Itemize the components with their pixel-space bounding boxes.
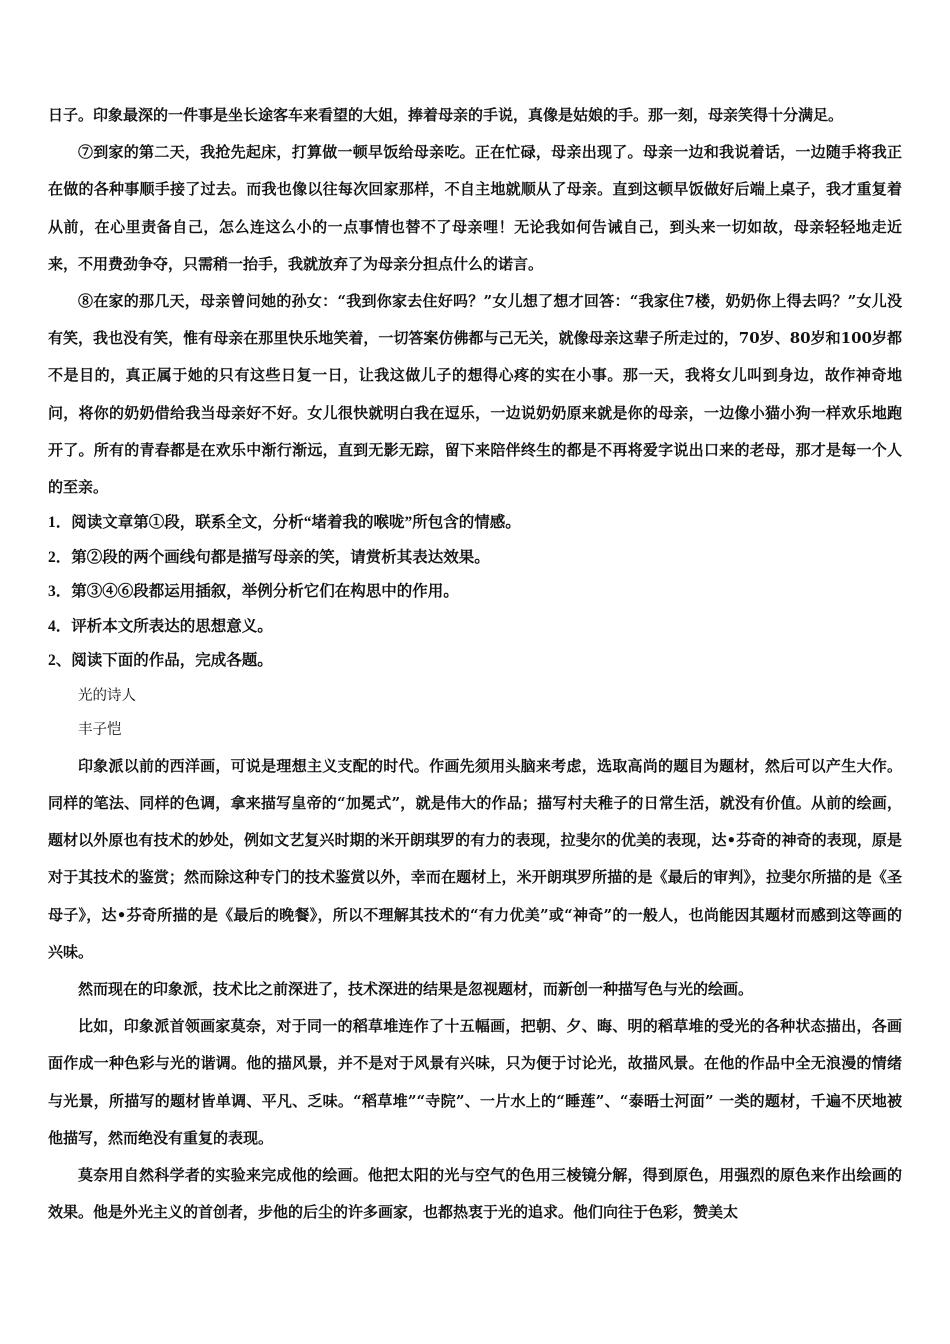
section-2-heading: 2、阅读下面的作品，完成各题。 (48, 652, 273, 670)
question-list (48, 506, 902, 644)
passage2-author: 丰子恺 (78, 722, 122, 739)
passage2-paragraph-4: 莫奈用自然科学者的实验来完成他的绘画。他把太阳的光与空气的色用三棱镜分解，得到原色，用强烈的原色来作出绘画的效果。他是外光主义的首创者，步他的后尘的许多画家，也都热衷于光的追求。他们向往于色彩，赞美太 (48, 1165, 902, 1222)
passage1-paragraph-8: ⑧在家的那几天，母亲曾问她的孙女：“我到你家去住好吗？”女儿想了想才回答：“我家住7楼，奶奶你上得去吗？”女儿没有笑，我也没有笑，惟有母亲在那里快乐地笑着，一切答案仿佛都与己无关，就像母亲这辈子所走过的，70岁、80岁和100岁都不是目的，真正属于她的只有这些日复一日，让我这做儿子的想得心疼的实在小事。那一天，我将女儿叫到身边，故作神奇地问，将你的奶奶借给我当母亲好不好。女儿很快就明白我在逗乐，一边说奶奶原来就是你的母亲，一边像小猫小狗一样欢乐地跑开了。所有的青春都是在欢乐中渐行渐远，直到无影无踪，留下来陪伴终生的都是不再将爱字说出口来的老母，那才是每一个人的至亲。 (48, 292, 902, 497)
passage2-paragraph-3: 比如，印象派首领画家莫奈，对于同一的稻草堆连作了十五幅画，把朝、夕、晦、明的稻草堆的受光的各种状态描出，各画面作成一种色彩与光的谐调。他的描风景，并不是对于风景有兴味，只为便于讨论光，故描风景。在他的作品中全无浪漫的情绪与光景，所描写的题材皆单调、平凡、乏味。“稻草堆”“寺院”、一片水上的“睡莲”、“泰晤士河面” 一类的题材，千遍不厌地被他描写，然而绝没有重复的表现。 (48, 1017, 902, 1147)
passage2-paragraph-2: 然而现在的印象派，技术比之前深进了，技术深进的结果是忽视题材，而新创一种描写色与光的绘画。 (78, 979, 754, 998)
question-3: 3．第③④⑥段都运用插叙，举例分析它们在构思中的作用。 (48, 583, 459, 601)
passage1-paragraph-7: ⑦到家的第二天，我抢先起床，打算做一顿早饭给母亲吃。正在忙碌，母亲出现了。母亲一边和我说着话，一边随手将我正在做的各种事顺手接了过去。而我也像以往每次回家那样，不自主地就顺从了母亲。直到这顿早饭做好后端上桌子，我才重复着从前，在心里责备自己，怎么连这么小的一点事情也替不了母亲哩！无论我如何告诫自己，到头来一切如故，母亲轻轻地走近来，不用费劲争夺，只需稍一抬手，我就放弃了为母亲分担点什么的诺言。 (48, 143, 902, 273)
question-1: 1．阅读文章第①段，联系全文，分析“堵着我的喉咙”所包含的情感。 (48, 514, 521, 532)
passage1-paragraph-6-tail: 日子。印象最深的一件事是坐长途客车来看望的大姐，捧着母亲的手说，真像是姑娘的手。那一刻，母亲笑得十分满足。 (48, 106, 844, 124)
passage2-paragraph-1: 印象派以前的西洋画，可说是理想主义支配的时代。作画先须用头脑来考虑，选取高尚的题目为题材，然后可以产生大作。同样的笔法、同样的色调，拿来描写皇帝的“加冕式”，就是伟大的作品；描写村夫稚子的日常生活，就没有价值。从前的绘画，题材以外原也有技术的妙处，例如文艺复兴时期的米开朗琪罗的有力的表现，拉斐尔的优美的表现，达•芬奇的神奇的表现，原是对于其技术的鉴赏；然而除这种专门的技术鉴赏以外，幸而在题材上，米开朗琪罗所描的是《最后的审判》，拉斐尔所描的是《圣母子》，达•芬奇所描的是《最后的晚餐》，所以不理解其技术的“有力优美”或“神奇”的一般人，也尚能因其题材而感到这等画的兴味。 (48, 756, 902, 961)
question-4: 4．评析本文所表达的思想意义。 (48, 617, 273, 635)
passage2-title: 光的诗人 (78, 687, 136, 704)
question-2: 2．第②段的两个画线句都是描写母亲的笑，请赏析其表达效果。 (48, 548, 490, 566)
passage2-body (48, 748, 902, 1232)
